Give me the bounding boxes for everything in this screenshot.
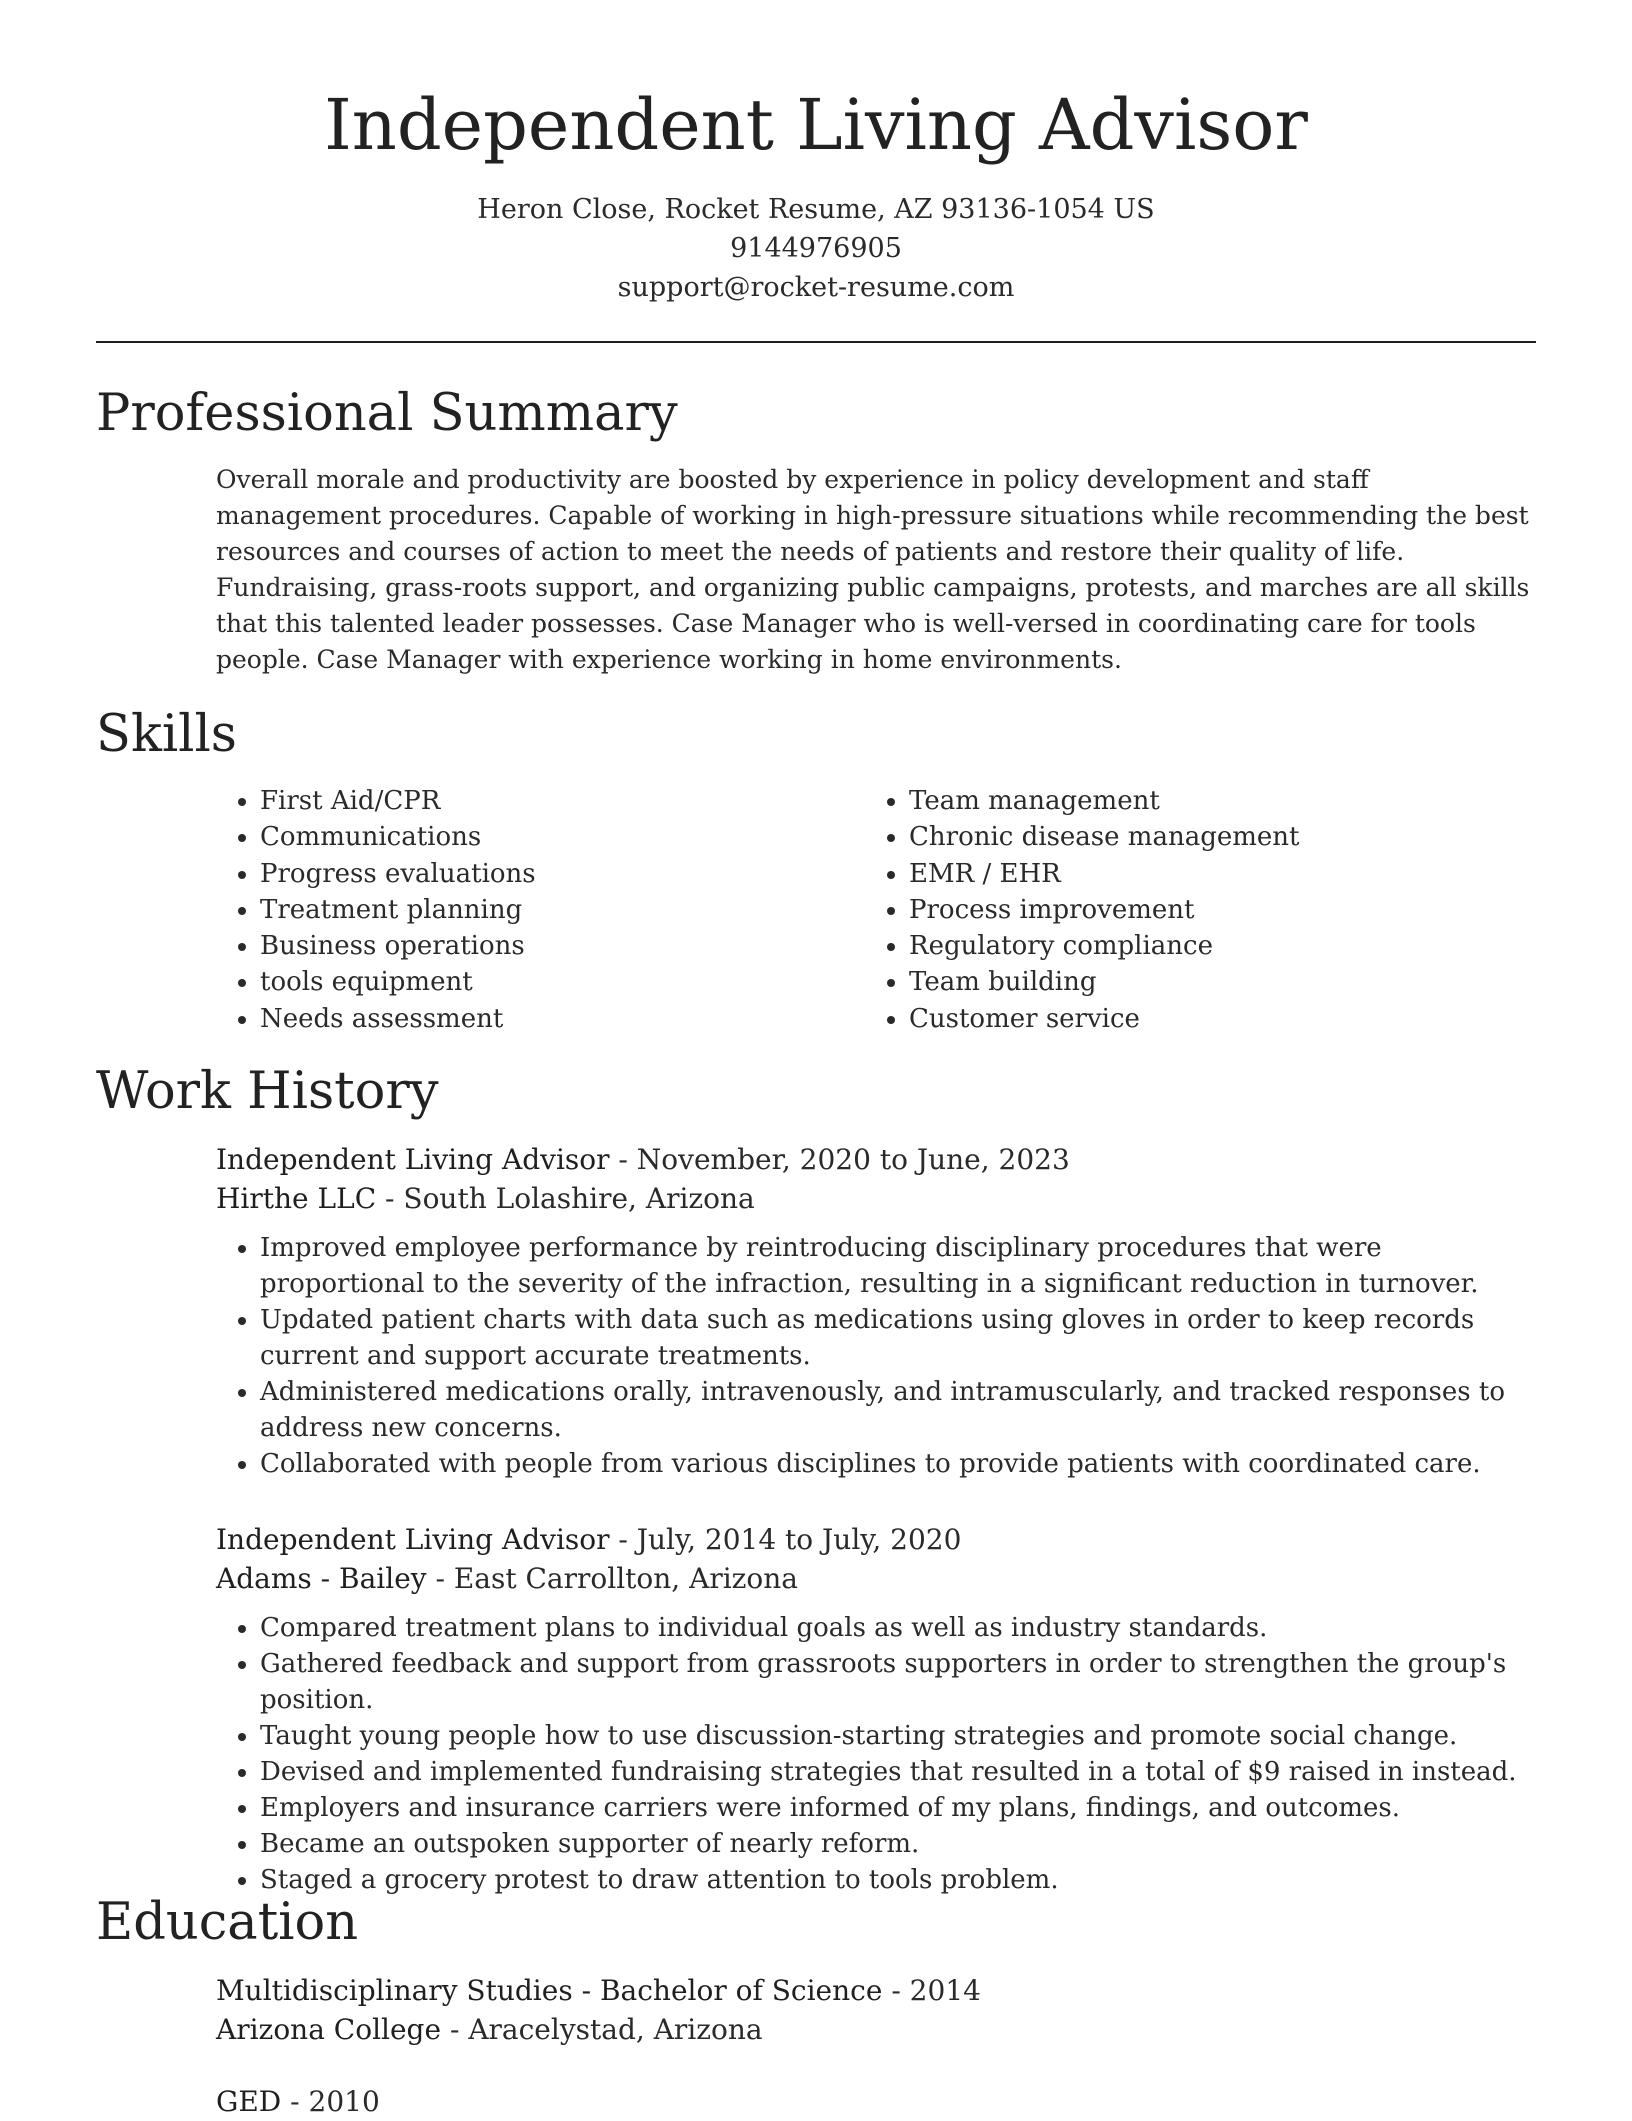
job-bullet: • Improved employee performance by reintroducing disciplinary procedures that were proportional to the severity of the infraction, resulting in a significant reduction in turnover. <box>260 1230 1536 1302</box>
education-school-line <box>216 2010 1536 2049</box>
skills-column-right <box>865 783 1514 1037</box>
job-company: Hirthe LLC <box>216 1182 377 1215</box>
education-location: - Aracelystad, Arizona <box>441 2013 763 2046</box>
job-company-line <box>216 1179 1536 1218</box>
skills-column-left <box>216 783 865 1037</box>
job-bullet: • Devised and implemented fundraising strategies that resulted in a total of $9 raised in instead. <box>260 1754 1536 1790</box>
job-title-line <box>216 1140 1536 1179</box>
job-company-line <box>216 1559 1536 1598</box>
skill-item: • Regulatory compliance <box>909 928 1514 964</box>
job-bullet: • Staged a grocery protest to draw attention to tools problem. <box>260 1862 1536 1898</box>
education-degree-line <box>216 1971 1536 2010</box>
section-title-education: Education <box>96 1893 359 1952</box>
skill-item: • Chronic disease management <box>909 819 1514 855</box>
skill-item: • Needs assessment <box>260 1001 865 1037</box>
candidate-name: Independent Living Advisor <box>324 84 1308 166</box>
education-school: Arizona College <box>216 2013 442 2046</box>
job-entry <box>216 1520 1536 1898</box>
job-bullet: • Updated patient charts with data such as medications using gloves in order to keep records current and support accurate treatments. <box>260 1302 1536 1374</box>
skill-item: • Progress evaluations <box>260 856 865 892</box>
skill-item: • EMR / EHR <box>909 856 1514 892</box>
section-title-skills: Skills <box>96 705 237 764</box>
job-location: - South Lolashire, Arizona <box>376 1182 755 1215</box>
job-role: Independent Living Advisor <box>216 1523 610 1556</box>
job-dates: - November, 2020 to June, 2023 <box>609 1143 1070 1176</box>
education-year: - 2014 <box>882 1974 981 2007</box>
education-entry <box>216 1971 1536 2049</box>
education-entry <box>216 2082 1536 2121</box>
job-bullet: • Compared treatment plans to individual goals as well as industry standards. <box>260 1610 1536 1646</box>
resume-header <box>0 0 1632 307</box>
job-title-line <box>216 1520 1536 1559</box>
skill-item: • Communications <box>260 819 865 855</box>
education-degree: Multidisciplinary Studies - Bachelor of Science <box>216 1974 883 2007</box>
job-bullet: • Collaborated with people from various disciplines to provide patients with coordinated care. <box>260 1446 1536 1482</box>
education-year: - 2010 <box>281 2085 380 2118</box>
job-bullet: • Employers and insurance carriers were informed of my plans, findings, and outcomes. <box>260 1790 1536 1826</box>
job-bullet: • Taught young people how to use discussion-starting strategies and promote social change. <box>260 1718 1536 1754</box>
job-dates: - July, 2014 to July, 2020 <box>609 1523 962 1556</box>
skill-item: • Team building <box>909 964 1514 1000</box>
job-company: Adams - Bailey <box>216 1562 427 1595</box>
job-role: Independent Living Advisor <box>216 1143 610 1176</box>
job-bullet: • Became an outspoken supporter of nearly reform. <box>260 1826 1536 1862</box>
address: Heron Close, Rocket Resume, AZ 93136-1054 US <box>477 194 1155 225</box>
education-degree: GED <box>216 2085 282 2118</box>
phone: 9144976905 <box>730 233 902 264</box>
job-entry <box>216 1140 1536 1482</box>
skills-list <box>216 783 1536 1037</box>
email: support@rocket-resume.com <box>617 272 1015 303</box>
skill-item: • Process improvement <box>909 892 1514 928</box>
education-degree-line <box>216 2082 1536 2121</box>
skill-item: • First Aid/CPR <box>260 783 865 819</box>
skill-item: • Treatment planning <box>260 892 865 928</box>
skill-item: • Customer service <box>909 1001 1514 1037</box>
job-bullets <box>216 1610 1536 1898</box>
job-location: - East Carrollton, Arizona <box>426 1562 799 1595</box>
section-title-work-history: Work History <box>96 1062 439 1121</box>
job-bullet: • Administered medications orally, intravenously, and intramuscularly, and tracked responses to address new concerns. <box>260 1374 1536 1446</box>
header-divider <box>96 341 1536 343</box>
job-bullets <box>216 1230 1536 1482</box>
skill-item: • tools equipment <box>260 964 865 1000</box>
skill-item: • Team management <box>909 783 1514 819</box>
skill-item: • Business operations <box>260 928 865 964</box>
contact-block <box>0 190 1632 307</box>
summary-text: Overall morale and productivity are boosted by experience in policy development and staff management procedures. Capable of working in high-pressure situations while recommending the best resources and courses of action to meet the needs of patients and restore their quality of life. Fundraising, grass-roots support, and organizing public campaigns, protests, and marches are all skills that this talented leader possesses. Case Manager who is well-versed in coordinating care for tools people. Case Manager with experience working in home environments. <box>216 465 1530 674</box>
job-bullet: • Gathered feedback and support from grassroots supporters in order to strengthen the group's position. <box>260 1646 1536 1718</box>
section-title-summary: Professional Summary <box>96 384 678 443</box>
